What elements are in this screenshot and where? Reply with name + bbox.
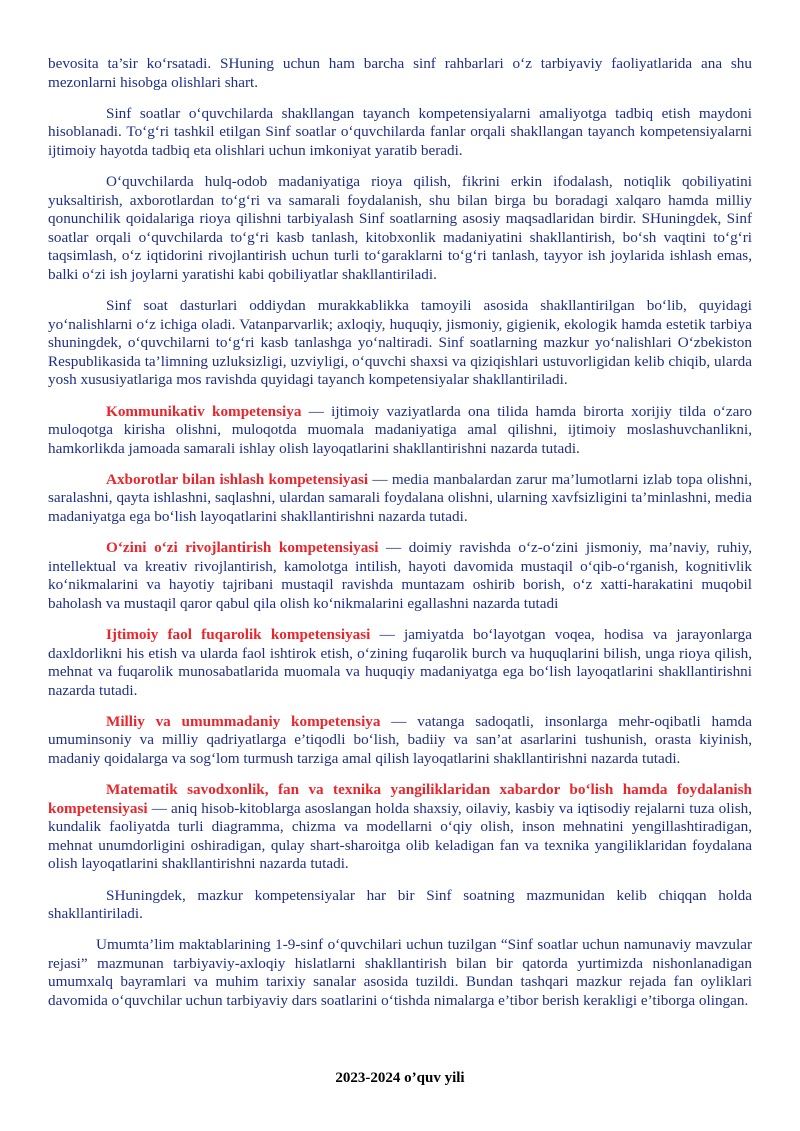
competency-description: — aniq hisob-kitoblarga asoslangan holda shaxsiy, oilaviy, kasbiy va iqtisodiy rejalarni tuza olish, kundalik faoliyatda turli diagramma, chizma va modellarni o‘qiy olish, inson mehnatini yengillashtiradigan, mehnat unumdorligini oshiradigan, qulay shart-sharoitga olib keladigan fan va texnika yangiliklaridan foydalana olish layoqatlarini shakllantirishni nazarda tutadi. (48, 799, 752, 873)
competency-information (48, 471, 752, 527)
footer-academic-year: 2023-2024 o’quv yili (335, 1070, 465, 1086)
competency-term: Kommunikativ kompetensiya (106, 402, 302, 420)
competency-civic (48, 626, 752, 700)
competency-term: Milliy va umummadaniy kompetensiya (106, 712, 381, 730)
competency-description: — media manbalardan zarur ma’lumotlarni izlab topa olishni, saralashni, qayta ishlashni, saqlashni, ulardan samarali foydalana olishni, ularning xavfsizligini ta’minlashni, media madaniyatga ega bo‘lish layoqatlarini shakllantirishni nazarda tutadi. (48, 470, 753, 525)
competency-description: — vatanga sadoqatli, insonlarga mehr-oqibatli hamda umuminsoniy va milliy qadriyatlarga e’tiqodli bo‘lish, badiiy va san’at asarlarini tushunish, orasta kiyinish, madaniy qoidalarga va sog‘lom turmush tarziga amal qilish layoqatlarini shakllantirishni nazarda tutadi. (48, 712, 752, 767)
competency-term: O‘zini o‘zi rivojlantirish kompetensiyasi (106, 539, 379, 557)
competency-term: Axborotlar bilan ishlash kompetensiyasi (106, 470, 369, 488)
competency-description: — doimiy ravishda o‘z-o‘zini jismoniy, ma’naviy, ruhiy, intellektual va kreativ rivojlantirish, kamolotga intilish, hayoti davomida mustaqil o‘qib-o‘rganish, kognitivlik ko‘nikmalarini va hayotiy tajribani mustaqil ravishda muntazam oshirib borish, o‘z xatti-harakatini muqobil baholash va mustaqil qaror qabul qila olish ko‘nikmalarini egallashni nazarda tutadi (48, 539, 752, 612)
paragraph-class-hours-purpose: Sinf soatlar o‘quvchilarda shakllangan tayanch kompetensiyalarni amaliyotga tadbiq etish maydoni hisoblanadi. To‘g‘ri tashkil etilgan Sinf soatlar o‘quvchilarda fanlar orqali shakllangan tayanch kompetensiyalarni ijtimoiy hayotda tadbiq eta olishlari uchun imkoniyat yaratib beradi. (48, 104, 752, 159)
paragraph-intro-continuation: bevosita ta’sir ko‘rsatadi. SHuning uchun ham barcha sinf rahbarlari o‘z tarbiyaviy faoliyatlarida ana shu mezonlarni hisobga olishlari shart. (48, 55, 752, 91)
competency-cultural (48, 713, 752, 769)
competency-term: Ijtimoiy faol fuqarolik kompetensiyasi (106, 625, 371, 643)
competency-description: — jamiyatda bo‘layotgan voqea, hodisa va jarayonlarga daxldorlikni his etish va ularda faol ishtirok etish, o‘zining fuqarolik burch va huquqlarini bilish, unga rioya qilish, mehnat va fuqarolik munosabatlarida muomala va huquqiy madaniyatga ega bo‘lish layoqatlarini shakllantirishni nazarda tutadi. (48, 625, 752, 699)
paragraph-program-directions: Sinf soat dasturlari oddiydan murakkablikka tamoyili asosida shakllantirilgan bo‘lib, quyidagi yo‘nalishlarni o‘z ichiga oladi. Vatanparvarlik; axloqiy, huquqiy, jismoniy, gigienik, ekologik hamda estetik tarbiya shuningdek, o‘quvchilarni to‘g‘ri kasb tanlashga yo‘naltiradi. Sinf soatlarning mazkur yo‘nalishlari O‘zbekiston Respublikasida ta’limning uzluksizligi, uzviyligi, o‘quvchi shaxsi va qiziqishlari ustuvorligidan kelib chiqib, ularda yosh xususiyatlariga mos ravishda quyidagi tayanch kompetensiyalar shakllantiriladi. (48, 297, 752, 389)
competency-self-development (48, 539, 752, 613)
competency-mathematical (48, 781, 752, 874)
competency-communicative (48, 403, 752, 459)
paragraph-topics-plan: Umumta’lim maktablarining 1-9-sinf o‘quvchilari uchun tuzilgan “Sinf soatlar uchun namunaviy mavzular rejasi” mazmunan tarbiyaviy-axloqiy hislatlarni shakllantirish bilan bir qatorda yurtimizda nishonlanadigan umumxalq bayramlari va muhim tarixiy sanalar asosida tuzildi. Bundan tashqari mazkur rejada fan oyliklari davomida o‘quvchilar uchun tarbiyaviy dars soatlarini o‘tishda nimalarga e’tibor berish kerakligi e’tiborga olingan. (48, 936, 752, 1010)
paragraph-class-hours-goals: O‘quvchilarda hulq-odob madaniyatiga rioya qilish, fikrini erkin ifodalash, notiqlik qobiliyatini yuksaltirish, axborotlardan to‘g‘ri va samarali foydalanish, shu bilan birga bu boradagi xalqaro hamda milliy qonunchilik qoidalariga rioya qilishni tarbiyalash Sinf soatlarning asosiy maqsadlaridan birdir. SHuningdek, Sinf soatlar orqali o‘quvchilarda to‘g‘ri kasb tanlash, kitobxonlik madaniyatini shakllantirish, bo‘sh vaqtini to‘g‘ri taqsimlash, o‘z iqtidorini rivojlantirish uchun turli to‘garaklarni to‘g‘ri tanlash, tayyor ish joylarida ishlash emas, balki o‘zi ish joylarni yaratishi kabi qobiliyatlar shakllantiriladi. (48, 172, 752, 283)
competency-description: — ijtimoiy vaziyatlarda ona tilida hamda birorta xorijiy tilda o‘zaro muloqotga kirisha olishni, muloqotda muomala madaniyatiga amal qilishni, ijtimoiy moslashuvchanlikni, hamkorlikda jamoada samarali ishlay olish layoqatlarini shakllantirishni nazarda tutadi. (48, 402, 752, 457)
competency-term: Matematik savodxonlik, fan va texnika yangiliklaridan xabardor bo‘lish hamda foydalanish kompetensiyasi (48, 781, 752, 817)
paragraph-competencies-summary: SHuningdek, mazkur kompetensiyalar har bir Sinf soatning mazmunidan kelib chiqqan holda shakllantiriladi. (48, 886, 752, 923)
